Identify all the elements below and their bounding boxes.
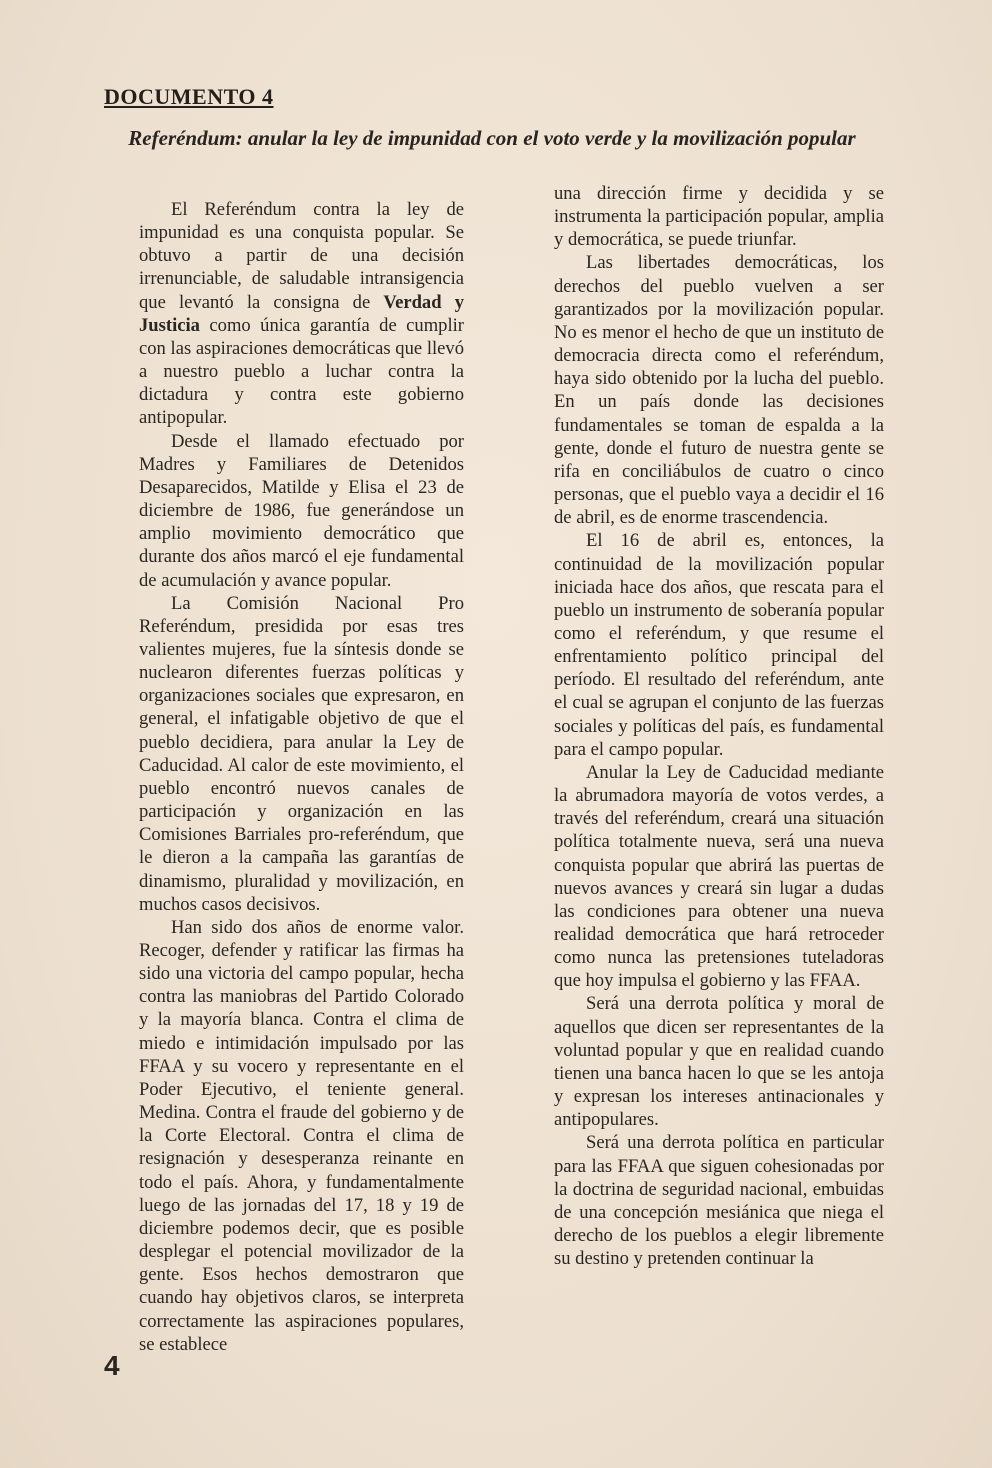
paragraph-text: El Referéndum contra la ley de impunidad es una conquista popular. Se obtuvo a partir de una decisión irrenunciable, de saludable intransigencia que levantó la consigna de [139, 199, 464, 313]
page-number: 4 [104, 1350, 120, 1381]
paragraph: Anular la Ley de Caducidad mediante la abrumadora mayoría de votos verdes, a través del referéndum, creará una situación política totalmente nueva, será una nueva conquista popular que abrirá las puertas de nuevos avances y creará sin lugar a dudas las condiciones para obtener una nueva realidad democrática que hará retroceder como nunca las pretensiones tuteladoras que hoy impulsa el gobierno y las FFAA. [554, 761, 884, 992]
paragraph: una dirección firme y decidida y se instrumenta la participación popular, amplia y democrática, se puede triunfar. [554, 183, 884, 251]
paragraph: Han sido dos años de enorme valor. Recoger, defender y ratificar las firmas ha sido una victoria del campo popular, hecha contra las maniobras del Partido Colorado y la mayoría blanca. Contra el clima de miedo e intimidación impulsado por las FFAA y su vocero y representante en el Poder Ejecutivo, el teniente general. Medina. Contra el fraude del gobierno y de la Corte Electoral. Contra el clima de resignación y desesperanza reinante en todo el país. Ahora, y fundamentalmente luego de las jornadas del 17, 18 y 19 de diciembre podemos decir, que es posible desplegar el potencial movilizador de la gente. Esos hechos demostraron que cuando hay objetivos claros, se interpreta correctamente las aspiraciones populares, se establece [139, 916, 464, 1355]
paragraph: Será una derrota política y moral de aquellos que dicen ser representantes de la voluntad popular y que en realidad cuando tienen una banca hacen lo que se les antoja y expresan los intereses antinacionales y antipopulares. [554, 993, 884, 1131]
paragraph [139, 198, 464, 430]
article-subtitle: Referéndum: anular la ley de impunidad con el voto verde y la movilización popular [128, 126, 856, 150]
document-label: DOCUMENTO 4 [104, 84, 274, 109]
paragraph-text: como única garantía de cumplir con las aspiraciones democráticas que llevó a nuestro pueblo a luchar contra la dictadura y contra este gobierno antipopular. [139, 314, 464, 429]
paragraph: Las libertades democráticas, los derechos del pueblo vuelven a ser garantizados por la movilización popular. No es menor el hecho de que un instituto de democracia directa como el referéndum, haya sido obtenido por la lucha del pueblo. En un país donde las decisiones fundamentales se toman de espalda a la gente, donde el futuro de nuestra gente se rifa en conciliábulos de cuatro o cinco personas, que el pueblo vaya a decidir el 16 de abril, es de enorme trascendencia. [554, 252, 884, 529]
paragraph: La Comisión Nacional Pro Referéndum, presidida por esas tres valientes mujeres, fue la síntesis donde se nuclearon diferentes fuerzas políticas y organizaciones sociales que expresaron, en general, el infatigable objetivo de que el pueblo decidiera, para anular la Ley de Caducidad. Al calor de este movimiento, el pueblo encontró nuevos canales de participación y organización en las Comisiones Barriales pro-referéndum, que le dieron a la campaña las garantías de dinamismo, pluralidad y movilización, en muchos casos decisivos. [139, 592, 464, 915]
left-column [139, 198, 464, 1356]
right-column [554, 182, 884, 1270]
bold-phrase: Verdad y Justicia [139, 291, 464, 336]
paragraph: Desde el llamado efectuado por Madres y Familiares de Detenidos Desaparecidos, Matilde y Elisa el 23 de diciembre de 1986, fue generándose un amplio movimiento democrático que durante dos años marcó el eje fundamental de acumulación y avance popular. [139, 430, 464, 591]
paragraph: El 16 de abril es, entonces, la continuidad de la movilización popular iniciada hace dos años, que rescata para el pueblo un instrumento de soberanía popular como el referéndum, y que resume el enfrentamiento político principal del período. El resultado del referéndum, ante el cual se agrupan el conjunto de las fuerzas sociales y políticas del país, es fundamental para el campo popular. [554, 530, 884, 760]
paragraph: Será una derrota política en particular para las FFAA que siguen cohesionadas por la doctrina de seguridad nacional, embuidas de una concepción mesiánica que niega el derecho de los pueblos a elegir libremente su destino y pretenden continuar la [554, 1132, 884, 1270]
